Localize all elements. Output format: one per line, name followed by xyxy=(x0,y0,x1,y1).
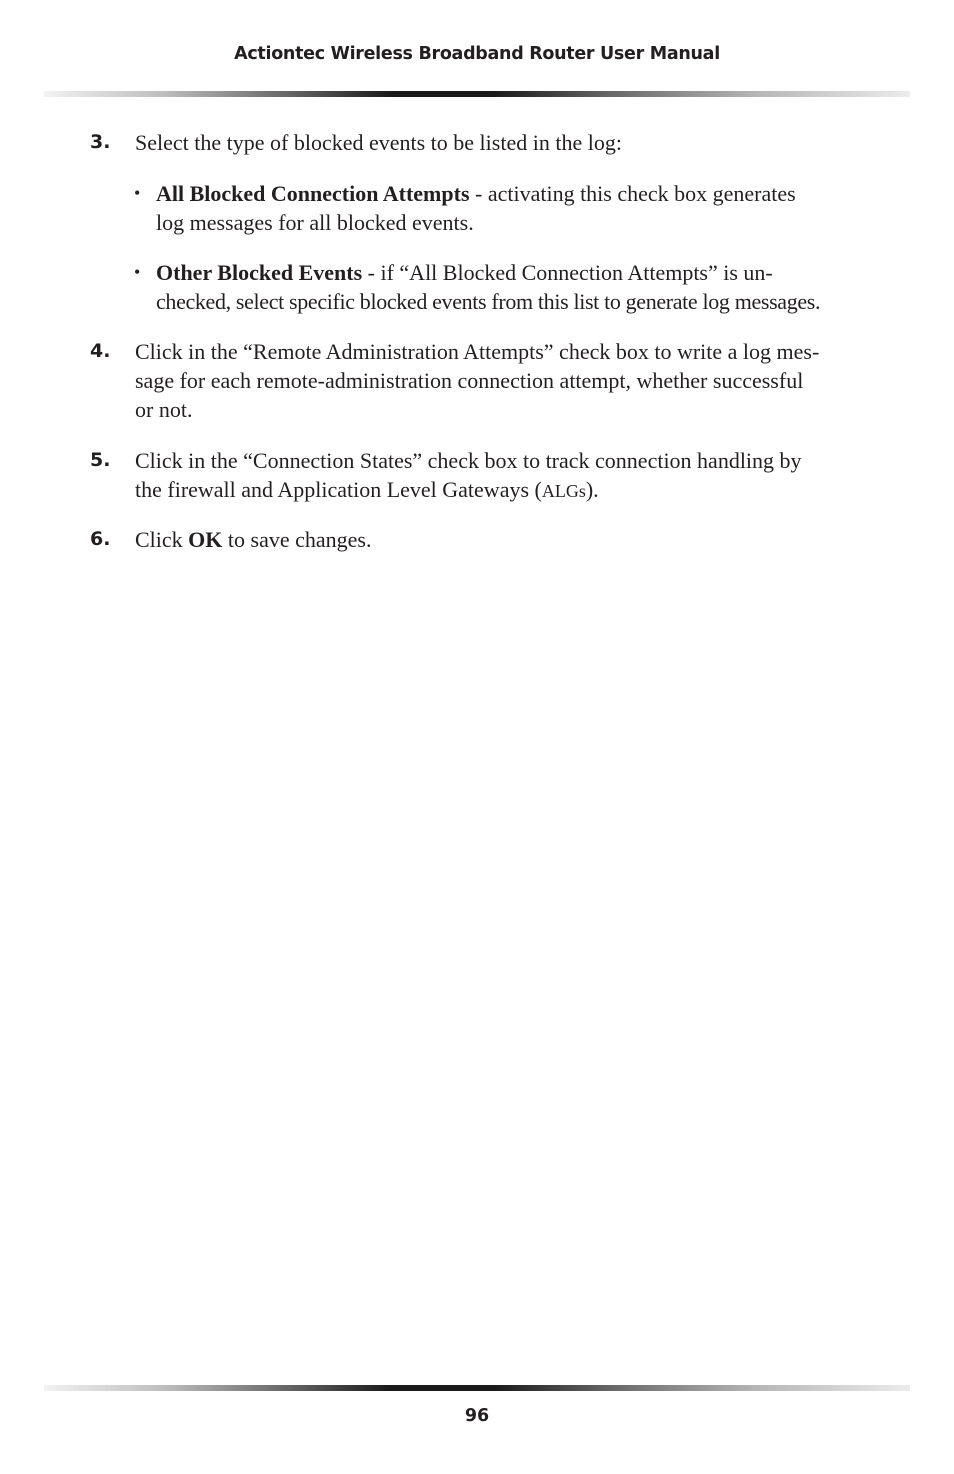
step-text: Select the type of blocked events to be listed in the log: xyxy=(135,130,622,155)
bullet-text xyxy=(156,179,866,237)
bullet-desc: - if “All Blocked Connection Attempts” is un- xyxy=(362,260,773,285)
footer-rule xyxy=(44,1385,910,1391)
header-rule xyxy=(44,91,910,97)
page-number: 96 xyxy=(464,1406,490,1426)
bullet-line xyxy=(156,258,876,287)
step-line: sage for each remote-administration connection attempt, whether successful xyxy=(135,368,804,393)
step-number: 6. xyxy=(90,528,111,550)
step-line: or not. xyxy=(135,397,193,422)
step-line-text: Click xyxy=(135,527,189,552)
bullet-text xyxy=(156,258,876,316)
step-number: 3. xyxy=(90,131,111,153)
step-text xyxy=(135,337,863,424)
bullet-line: checked, select specific blocked events from this list to generate log messages. xyxy=(156,289,821,314)
abbreviation: ALGs xyxy=(541,481,586,501)
header-title: Actiontec Wireless Broadband Router User Manual xyxy=(234,44,720,64)
step-line xyxy=(135,475,863,506)
step-line: Click in the “Connection States” check box to track connection handling by xyxy=(135,448,802,473)
step-line-text: the firewall and Application Level Gateways ( xyxy=(135,477,542,502)
step-number: 4. xyxy=(90,340,111,362)
step-line-text: ). xyxy=(585,477,599,502)
step-line: Click in the “Remote Administration Attempts” check box to write a log mes- xyxy=(135,339,820,364)
step-text xyxy=(135,446,863,506)
step-number: 5. xyxy=(90,449,111,471)
bullet-desc: - activating this check box generates xyxy=(469,181,796,206)
bullet-term: All Blocked Connection Attempts xyxy=(156,181,470,206)
bullet-icon: • xyxy=(134,183,141,203)
bullet-term: Other Blocked Events xyxy=(156,260,363,285)
bullet-line xyxy=(156,179,866,208)
step-line-text: to save changes. xyxy=(222,527,372,552)
bullet-icon: • xyxy=(134,262,141,282)
bullet-line: log messages for all blocked events. xyxy=(156,210,474,235)
ok-label: OK xyxy=(188,527,223,552)
step-text xyxy=(135,525,863,554)
